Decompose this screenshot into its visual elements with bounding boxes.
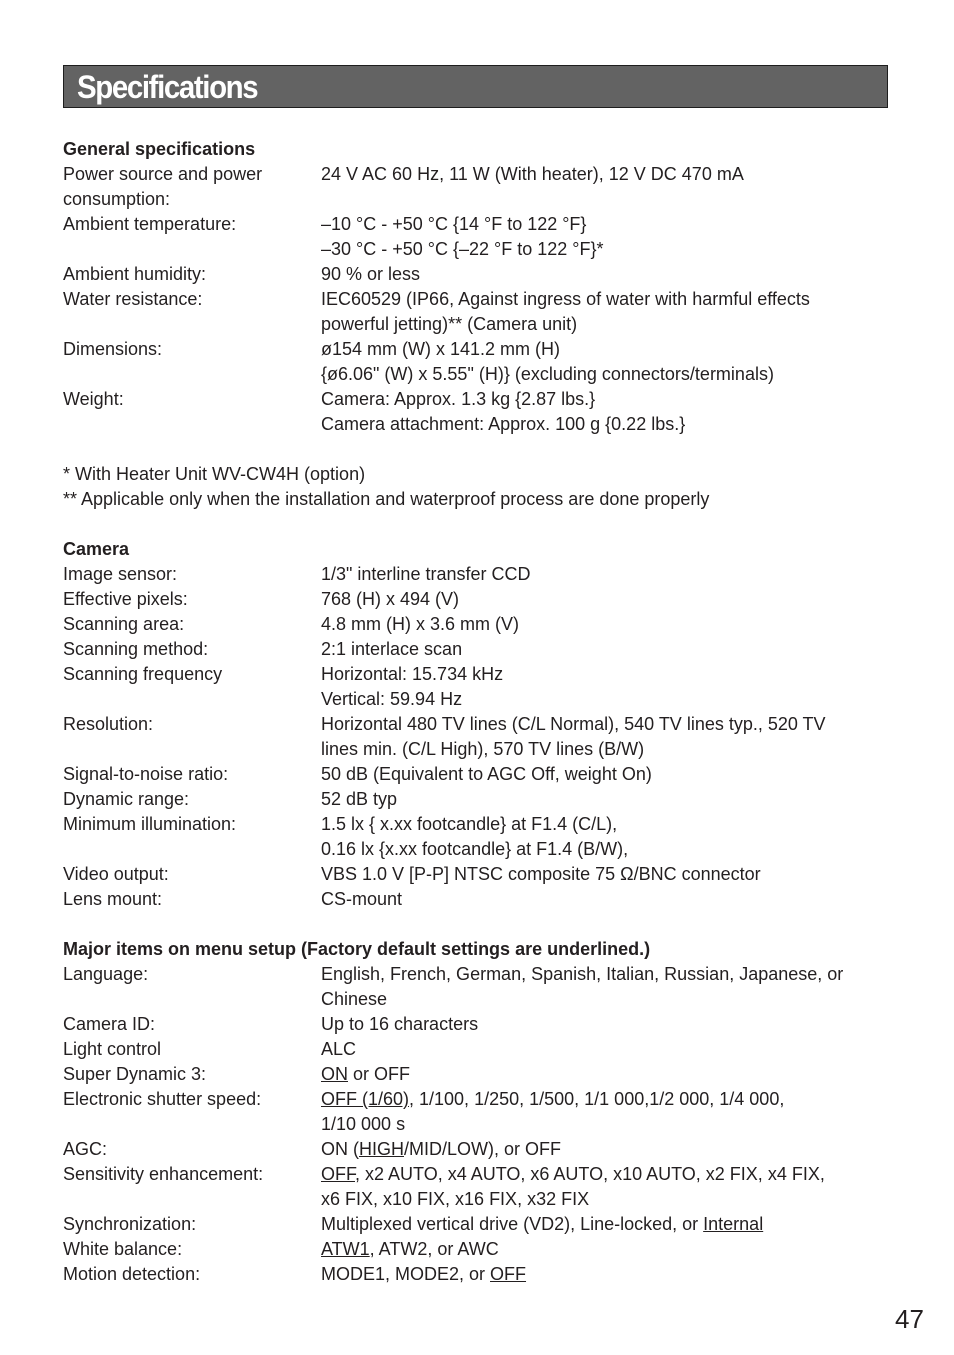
spec-value: –30 °C - +50 °C {–22 °F to 122 °F}* bbox=[321, 239, 604, 259]
setting-options: or OFF bbox=[348, 1064, 410, 1084]
spec-row-language bbox=[63, 962, 893, 987]
spec-row-scanning-frequency bbox=[63, 662, 893, 687]
spec-value: Horizontal 480 TV lines (C/L Normal), 540 TV lines typ., 520 TV bbox=[321, 714, 826, 734]
default-setting: HIGH bbox=[359, 1139, 404, 1159]
spec-value: CS-mount bbox=[321, 889, 403, 909]
spec-row-synchronization bbox=[63, 1212, 893, 1237]
spec-row-motion-detection bbox=[63, 1262, 893, 1287]
spec-row-resolution-cont bbox=[63, 737, 893, 762]
specifications-content bbox=[63, 137, 893, 1287]
spec-value: x6 FIX, x10 FIX, x16 FIX, x32 FIX bbox=[321, 1189, 590, 1209]
camera-heading: Camera bbox=[63, 539, 130, 559]
spec-value: 2:1 interlace scan bbox=[321, 639, 463, 659]
footnote-waterproof: ** Applicable only when the installation and waterproof process are done properly bbox=[63, 489, 710, 509]
spec-value: 24 V AC 60 Hz, 11 W (With heater), 12 V DC 470 mA bbox=[321, 164, 744, 184]
default-setting: ON bbox=[321, 1064, 348, 1084]
spec-row-weight-cont bbox=[63, 412, 893, 437]
spacer bbox=[63, 912, 893, 937]
spec-label: Lens mount: bbox=[63, 889, 163, 909]
spec-value: Up to 16 characters bbox=[321, 1014, 479, 1034]
spec-value bbox=[321, 1237, 499, 1262]
spec-label: Sensitivity enhancement: bbox=[63, 1164, 264, 1184]
spec-value: 90 % or less bbox=[321, 264, 421, 284]
spec-label: Weight: bbox=[63, 389, 124, 409]
spec-row-image-sensor bbox=[63, 562, 893, 587]
spec-value: Camera attachment: Approx. 100 g {0.22 lbs.} bbox=[321, 414, 686, 434]
spec-value: 52 dB typ bbox=[321, 789, 398, 809]
spec-label: Video output: bbox=[63, 864, 169, 884]
spec-value: English, French, German, Spanish, Italian, Russian, Japanese, or bbox=[321, 964, 844, 984]
spec-row-sensitivity bbox=[63, 1162, 893, 1187]
spec-label: consumption: bbox=[63, 189, 171, 209]
spec-row-camera-id bbox=[63, 1012, 893, 1037]
spec-value: Chinese bbox=[321, 989, 388, 1009]
spec-value: ø154 mm (W) x 141.2 mm (H) bbox=[321, 339, 561, 359]
setting-options: MODE1, MODE2, or bbox=[321, 1264, 491, 1284]
spec-label: AGC: bbox=[63, 1139, 108, 1159]
spec-row-agc bbox=[63, 1137, 893, 1162]
spec-label: Signal-to-noise ratio: bbox=[63, 764, 229, 784]
spec-value bbox=[321, 1262, 526, 1287]
default-setting: ATW1 bbox=[321, 1239, 370, 1259]
spec-row-temperature bbox=[63, 212, 893, 237]
setting-options: Multiplexed vertical drive (VD2), Line-locked, or bbox=[321, 1214, 704, 1234]
spec-row-language-cont bbox=[63, 987, 893, 1012]
spec-label: Ambient humidity: bbox=[63, 264, 207, 284]
page-number: 47 bbox=[895, 1304, 924, 1334]
spec-row-effective-pixels bbox=[63, 587, 893, 612]
spacer bbox=[63, 437, 893, 462]
spec-value: 1.5 lx { x.xx footcandle} at F1.4 (C/L), bbox=[321, 814, 618, 834]
spec-label: Minimum illumination: bbox=[63, 814, 237, 834]
spec-row-scanning-area bbox=[63, 612, 893, 637]
spec-label: Scanning method: bbox=[63, 639, 209, 659]
spec-value bbox=[321, 1212, 763, 1237]
spec-row-white-balance bbox=[63, 1237, 893, 1262]
spec-row-lens-mount bbox=[63, 887, 893, 912]
spec-row-scanning-frequency-cont bbox=[63, 687, 893, 712]
spec-row-resolution bbox=[63, 712, 893, 737]
spec-label: Power source and power bbox=[63, 164, 263, 184]
spec-row-dynamic-range bbox=[63, 787, 893, 812]
spec-row-power bbox=[63, 162, 893, 187]
spec-value: Camera: Approx. 1.3 kg {2.87 lbs.} bbox=[321, 389, 596, 409]
spec-row-dimensions bbox=[63, 337, 893, 362]
spec-value: Horizontal: 15.734 kHz bbox=[321, 664, 504, 684]
spec-row-super-dynamic bbox=[63, 1062, 893, 1087]
spec-value: lines min. (C/L High), 570 TV lines (B/W) bbox=[321, 739, 645, 759]
spec-row-min-illumination-cont bbox=[63, 837, 893, 862]
spec-label: Scanning area: bbox=[63, 614, 185, 634]
setting-options: , x2 AUTO, x4 AUTO, x6 AUTO, x10 AUTO, x2 FIX, x4 FIX, bbox=[355, 1164, 825, 1184]
spec-value: 4.8 mm (H) x 3.6 mm (V) bbox=[321, 614, 520, 634]
default-setting: OFF bbox=[321, 1164, 355, 1184]
spec-label: Water resistance: bbox=[63, 289, 203, 309]
spec-value: Vertical: 59.94 Hz bbox=[321, 689, 463, 709]
spec-label: Dynamic range: bbox=[63, 789, 190, 809]
spec-value bbox=[321, 1162, 825, 1187]
spec-value bbox=[321, 1137, 561, 1162]
section-title-bar bbox=[63, 65, 888, 108]
spec-label: Effective pixels: bbox=[63, 589, 188, 609]
spec-row-video-output bbox=[63, 862, 893, 887]
setting-options: /MID/LOW), or OFF bbox=[404, 1139, 561, 1159]
spec-label: Dimensions: bbox=[63, 339, 163, 359]
spec-value: –10 °C - +50 °C {14 °F to 122 °F} bbox=[321, 214, 587, 234]
spec-label: Camera ID: bbox=[63, 1014, 156, 1034]
default-setting: OFF (1/60) bbox=[321, 1089, 410, 1109]
spec-label: Resolution: bbox=[63, 714, 154, 734]
spec-row-water-cont bbox=[63, 312, 893, 337]
spec-label: White balance: bbox=[63, 1239, 183, 1259]
spec-value bbox=[321, 1087, 784, 1112]
spec-row-temperature-cont bbox=[63, 237, 893, 262]
spec-label: Language: bbox=[63, 964, 149, 984]
setting-options: , 1/100, 1/250, 1/500, 1/1 000,1/2 000, 1/4 000, bbox=[409, 1089, 785, 1109]
setting-options: ON ( bbox=[321, 1139, 359, 1159]
spec-label: Light control bbox=[63, 1039, 162, 1059]
spec-label: Motion detection: bbox=[63, 1264, 201, 1284]
spec-row-humidity bbox=[63, 262, 893, 287]
spec-value: powerful jetting)** (Camera unit) bbox=[321, 314, 578, 334]
spec-value: IEC60529 (IP66, Against ingress of water with harmful effects bbox=[321, 289, 810, 309]
menu-setup-heading: Major items on menu setup (Factory default settings are underlined.) bbox=[63, 939, 651, 959]
general-specs-heading: General specifications bbox=[63, 139, 256, 159]
spec-row-snr bbox=[63, 762, 893, 787]
spec-row-light-control bbox=[63, 1037, 893, 1062]
spec-value: 50 dB (Equivalent to AGC Off, weight On) bbox=[321, 764, 652, 784]
spec-value: 0.16 lx {x.xx footcandle} at F1.4 (B/W), bbox=[321, 839, 629, 859]
spec-row-scanning-method bbox=[63, 637, 893, 662]
spec-label: Synchronization: bbox=[63, 1214, 197, 1234]
spec-row-min-illumination bbox=[63, 812, 893, 837]
page-title: Specifications bbox=[77, 69, 258, 105]
default-setting: Internal bbox=[703, 1214, 764, 1234]
spec-label: Image sensor: bbox=[63, 564, 178, 584]
spec-row-shutter-speed-cont bbox=[63, 1112, 893, 1137]
spacer bbox=[63, 512, 893, 537]
spec-value: VBS 1.0 V [P-P] NTSC composite 75 Ω/BNC connector bbox=[321, 864, 761, 884]
spec-label: Scanning frequency bbox=[63, 664, 223, 684]
default-setting: OFF bbox=[490, 1264, 527, 1284]
spec-value: {ø6.06" (W) x 5.55" (H)} (excluding connectors/terminals) bbox=[321, 364, 774, 384]
spec-value: 768 (H) x 494 (V) bbox=[321, 589, 460, 609]
spec-value: 1/10 000 s bbox=[321, 1114, 406, 1134]
spec-row-shutter-speed bbox=[63, 1087, 893, 1112]
spec-row-water bbox=[63, 287, 893, 312]
spec-row-dimensions-cont bbox=[63, 362, 893, 387]
spec-row-power-cont bbox=[63, 187, 893, 212]
spec-value bbox=[321, 1062, 410, 1087]
spec-value: 1/3" interline transfer CCD bbox=[321, 564, 531, 584]
spec-row-sensitivity-cont bbox=[63, 1187, 893, 1212]
spec-label: Super Dynamic 3: bbox=[63, 1064, 207, 1084]
spec-value: ALC bbox=[321, 1039, 357, 1059]
spec-label: Electronic shutter speed: bbox=[63, 1089, 262, 1109]
spec-row-weight bbox=[63, 387, 893, 412]
footnote-heater: * With Heater Unit WV-CW4H (option) bbox=[63, 464, 366, 484]
spec-label: Ambient temperature: bbox=[63, 214, 237, 234]
setting-options: , ATW2, or AWC bbox=[369, 1239, 499, 1259]
